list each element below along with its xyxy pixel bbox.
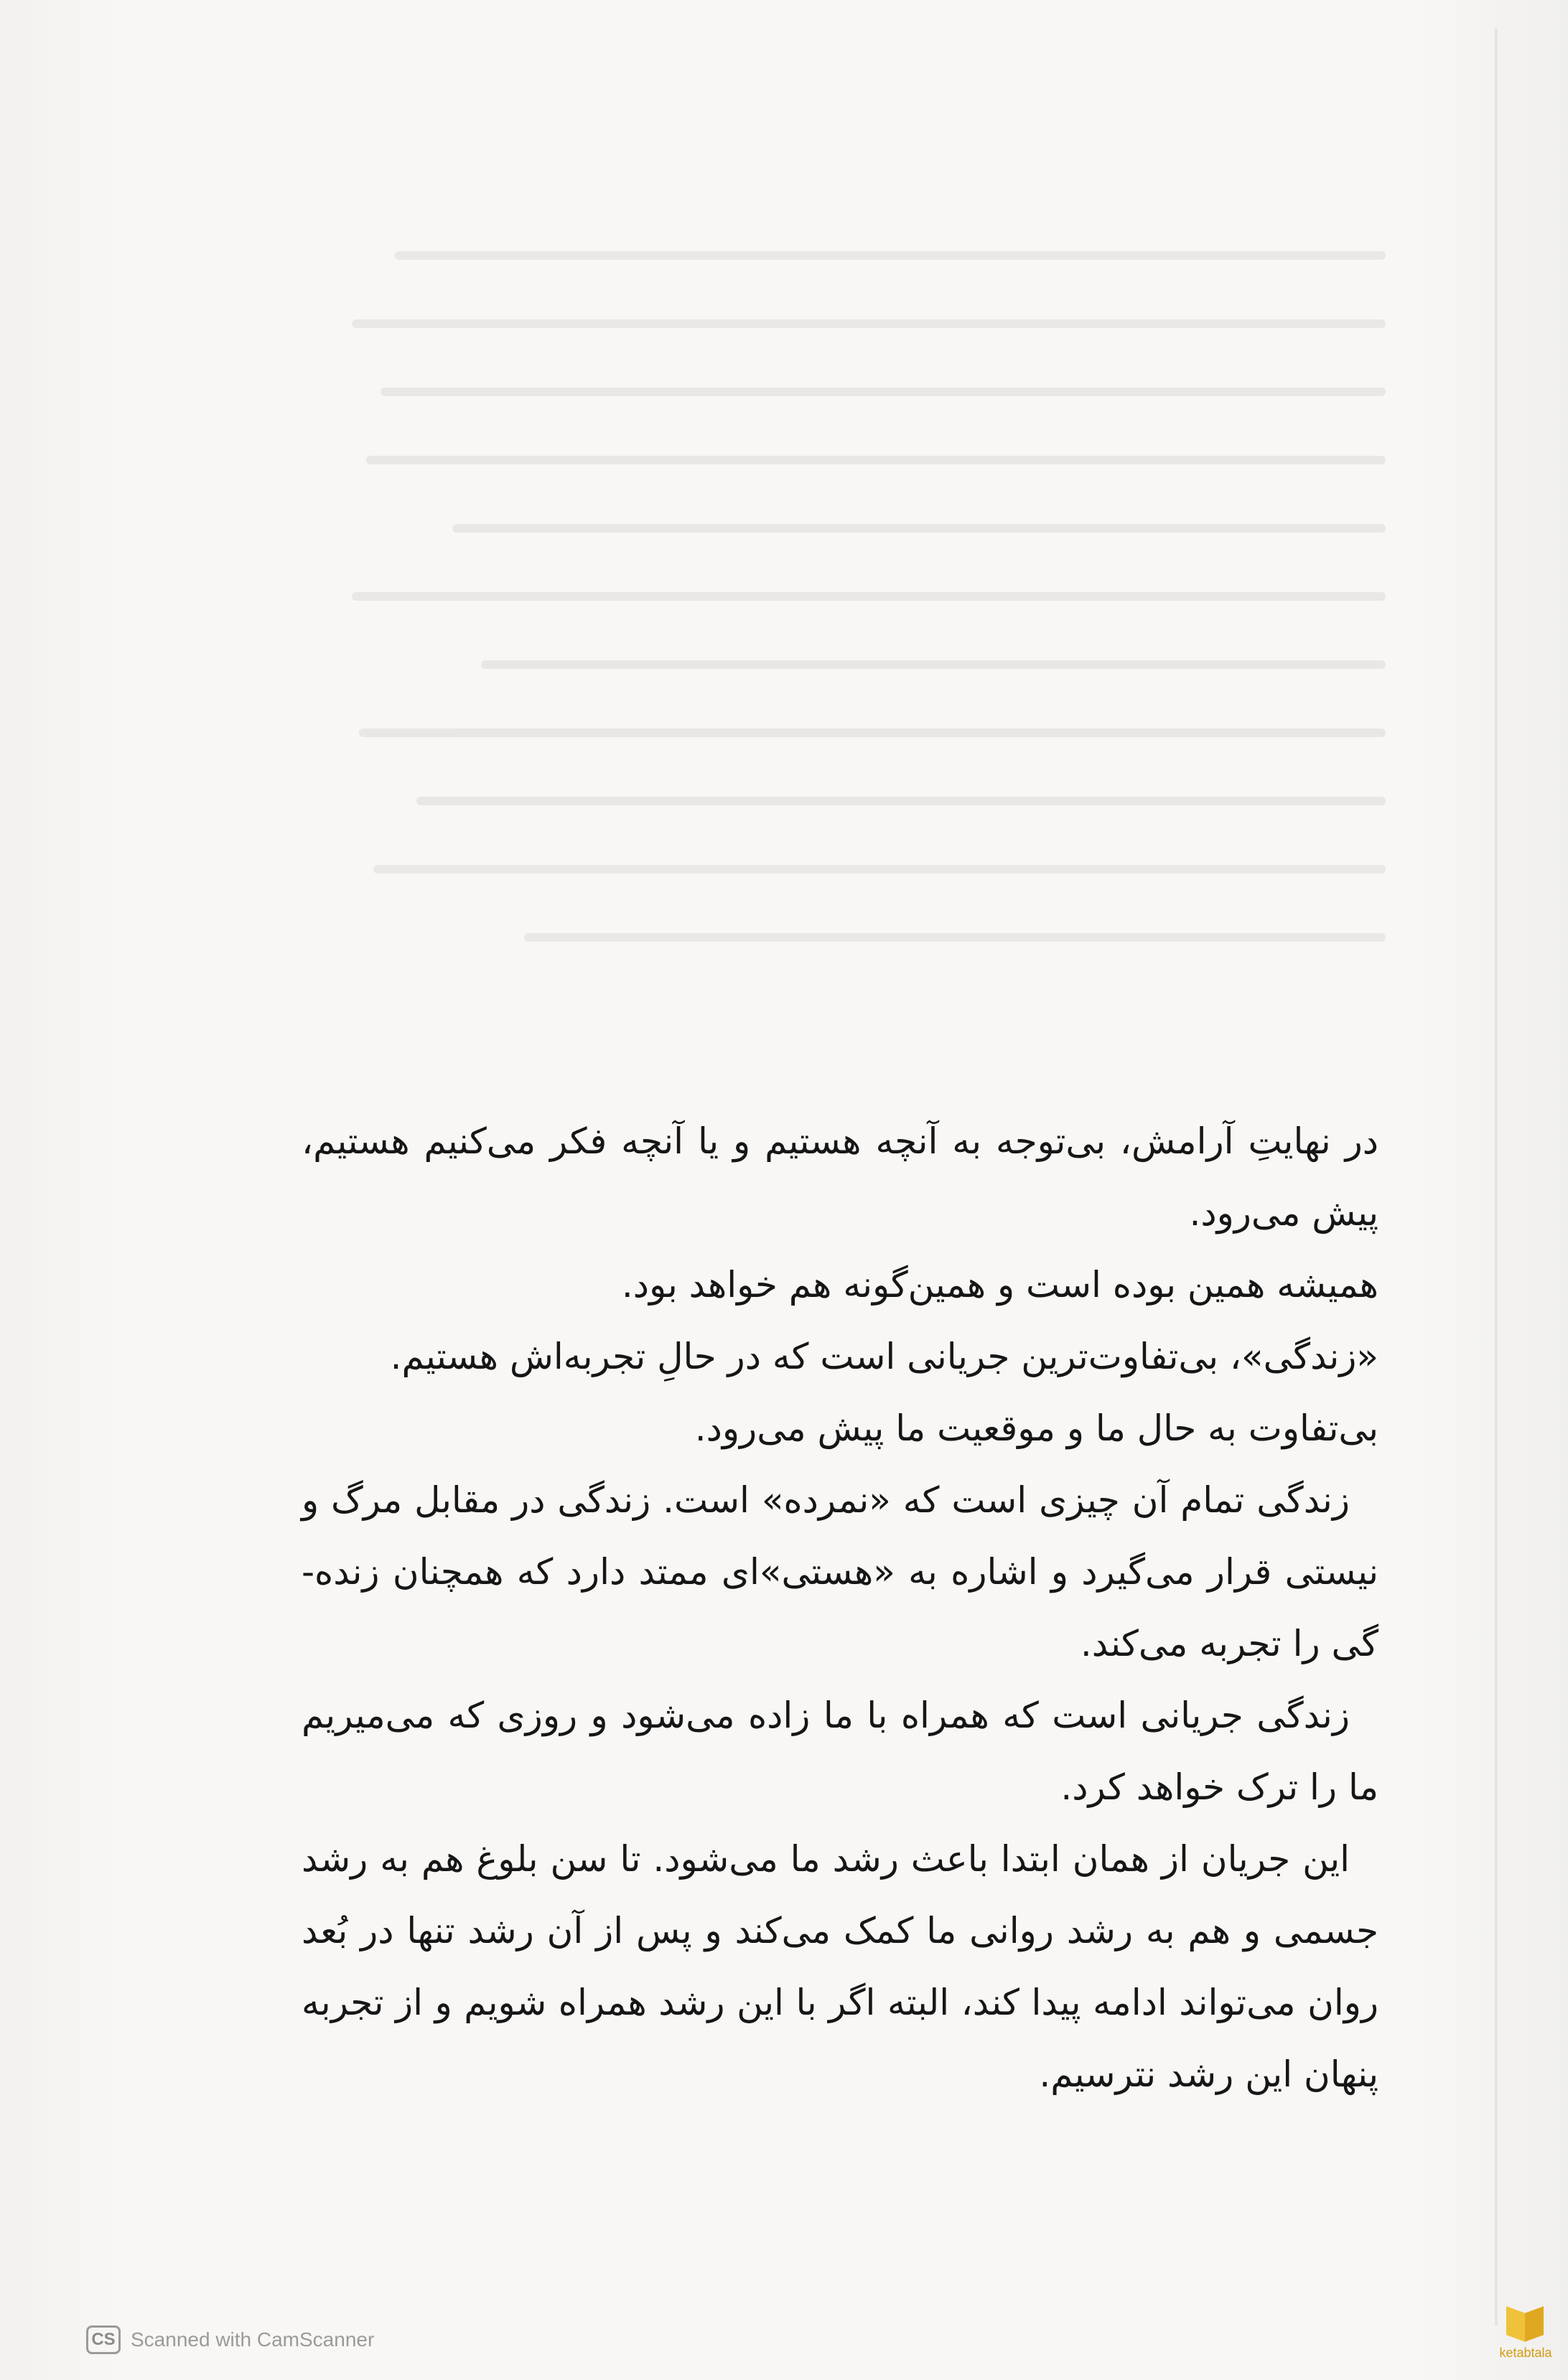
cube-logo-icon: [1506, 2304, 1545, 2343]
paragraph-6: زندگی جریانی است که همراه با ما زاده می‌شود و روزی که می‌میریم ما را ترک خواهد کرد.: [302, 1695, 1378, 1808]
bleed-through-text: [323, 251, 1386, 1112]
page-edge-shadow: [1495, 29, 1498, 2325]
camscanner-watermark: [86, 2325, 374, 2354]
paragraph-3: «زندگی»، بی‌تفاوت‌ترین جریانی است که در حالِ تجربه‌اش هستیم.: [390, 1336, 1378, 1377]
paragraph-7: این جریان از همان ابتدا باعث رشد ما می‌شود. تا سن بلوغ هم به رشد جسمی و هم به رشد روانی ما کمک می‌کند و پس از آن رشد تنها در بُعد روان می‌تواند ادامه پیدا کند، البته اگر با این رشد همراه شویم و از تجربه پنهان این رشد نترسیم.: [302, 1838, 1378, 2095]
paragraph-4: بی‌تفاوت به حال ما و موقعیت ما پیش می‌رود.: [694, 1407, 1378, 1449]
body-text: [302, 1105, 1378, 2110]
ketabtala-watermark: [1493, 2304, 1558, 2376]
paragraph-1: در نهایتِ آرامش، بی‌توجه به آنچه هستیم و یا آنچه فکر می‌کنیم هستیم، پیش می‌رود.: [302, 1120, 1378, 1234]
paragraph-5: زندگی تمام آن چیزی است که «نمرده» است. زندگی در مقابل مرگ و نیستی قرار می‌گیرد و اشاره به «هستی»ای ممتد دارد که همچنان زنده-گی را تجربه می‌کند.: [302, 1479, 1378, 1664]
camscanner-logo-icon: CS: [86, 2325, 121, 2354]
ketabtala-label: ketabtala: [1499, 2346, 1552, 2360]
paragraph-2: همیشه همین بوده است و همین‌گونه هم خواهد بود.: [621, 1264, 1378, 1306]
camscanner-text: Scanned with CamScanner: [131, 2328, 375, 2351]
